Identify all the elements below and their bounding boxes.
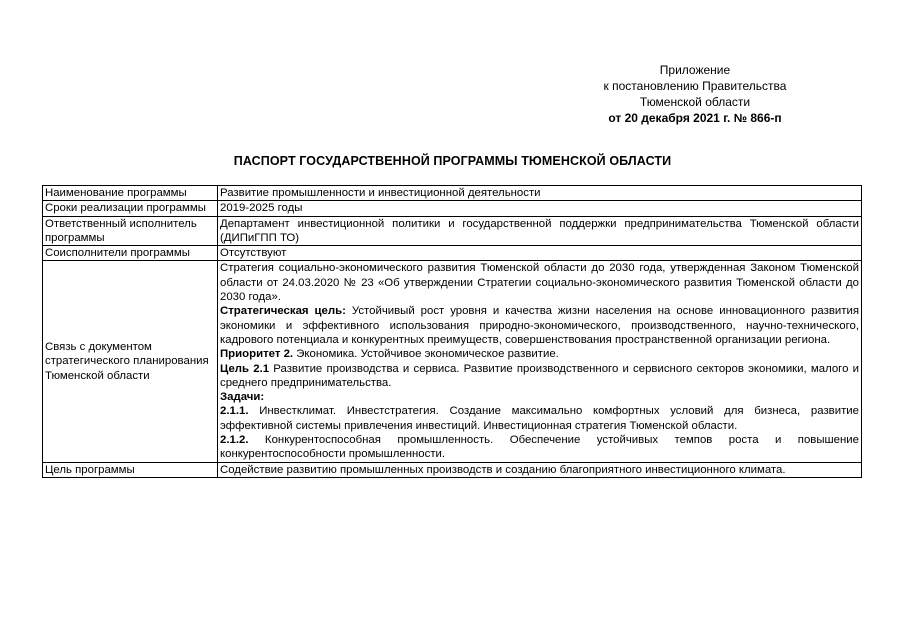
target-label: Цель 2.1 [220, 362, 270, 375]
row-value: Содействие развитию промышленных производств и созданию благоприятного инвестиционного климата. [218, 462, 862, 477]
task-1-label: 2.1.1. [220, 405, 249, 418]
task-2-paragraph [220, 433, 859, 462]
appendix-block [565, 62, 825, 126]
row-label: Наименование программы [43, 186, 218, 201]
priority-paragraph [220, 347, 859, 361]
appendix-line-2: к постановлению Правительства [603, 79, 787, 93]
strategic-goal-paragraph [220, 304, 859, 347]
table-row-coexecutors [43, 246, 862, 261]
table-row-name [43, 186, 862, 201]
target-paragraph [220, 362, 859, 391]
table-row-strategic-link [43, 261, 862, 462]
row-value: Развитие промышленности и инвестиционной деятельности [218, 186, 862, 201]
table-row-terms [43, 201, 862, 216]
target-text: Развитие производства и сервиса. Развитие производственного и сервисного секторов экономики, малого и среднего предпринимательства. [220, 362, 859, 389]
passport-table [42, 185, 862, 478]
document-title: ПАСПОРТ ГОСУДАРСТВЕННОЙ ПРОГРАММЫ ТЮМЕНСКОЙ ОБЛАСТИ [233, 154, 672, 168]
table-row-executor [43, 216, 862, 246]
task-2-text: Конкурентоспособная промышленность. Обеспечение устойчивых темпов роста и повышение конкурентоспособности промышленности. [220, 434, 859, 461]
row-value [218, 261, 862, 462]
priority-text: Экономика. Устойчивое экономическое развитие. [293, 348, 559, 361]
row-value: Отсутствуют [218, 246, 862, 261]
appendix-line-1: Приложение [659, 63, 731, 77]
task-1-paragraph [220, 404, 859, 433]
row-label: Сроки реализации программы [43, 201, 218, 216]
row-label: Цель программы [43, 462, 218, 477]
task-1-text: Инвестклимат. Инвестстратегия. Создание максимально комфортных условий для бизнеса, развитие эффективной системы привлечения инвестиций. Инвестиционная стратегия Тюменской области. [220, 405, 859, 432]
table-row-goal [43, 462, 862, 477]
appendix-date-number: от 20 декабря 2021 г. № 866-п [608, 111, 782, 125]
appendix-line-3: Тюменской области [639, 95, 751, 109]
strategy-text: Стратегия социально-экономического развития Тюменской области до 2030 года, утвержденная Законом Тюменской области от 24.03.2020 № 23 «Об утверждении Стратегии социально-экономического развития Тюменской области до 2030 года». [220, 262, 859, 304]
row-label: Ответственный исполнитель программы [43, 216, 218, 246]
strategic-goal-label: Стратегическая цель: [220, 305, 346, 318]
priority-label: Приоритет 2. [220, 348, 294, 361]
task-2-label: 2.1.2. [220, 434, 249, 447]
strategic-goal-text: Устойчивый рост уровня и качества жизни населения на основе инновационного развития экономики и эффективного использования природно-экономического, производственного, научно-технического, кадрового потенциала и конкурентных преимуществ, совершенствования пространственной организации региона. [220, 305, 860, 346]
tasks-label: Задачи: [220, 391, 265, 404]
row-value: 2019-2025 годы [218, 201, 862, 216]
row-label: Связь с документом стратегического планирования Тюменской области [43, 261, 218, 462]
row-value: Департамент инвестиционной политики и государственной поддержки предпринимательства Тюменской области (ДИПиГПП ТО) [218, 216, 862, 246]
row-label: Соисполнители программы [43, 246, 218, 261]
